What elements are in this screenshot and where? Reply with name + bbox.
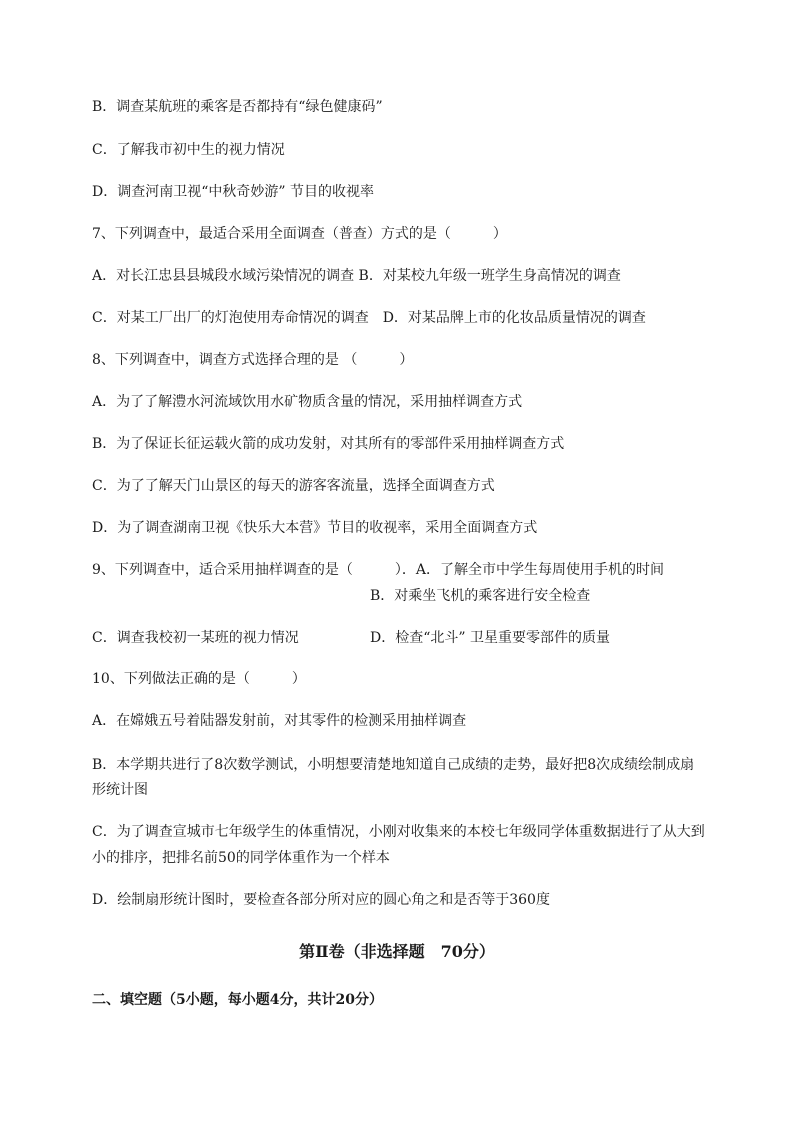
q10-option-d: D．绘制扇形统计图时，要检查各部分所对应的圆心角之和是否等于360度: [92, 892, 550, 908]
q6-option-b: B．调查某航班的乘客是否都持有“绿色健康码”: [92, 99, 383, 115]
q7-options-ab: A．对长江忠县县城段水域污染情况的调查 B．对某校九年级一班学生身高情况的调查: [92, 268, 621, 284]
q9-option-d: D．检查“北斗” 卫星重要零部件的质量: [370, 630, 610, 646]
q10-option-a: A．在嫦娥五号着陆器发射前，对其零件的检测采用抽样调查: [92, 713, 467, 729]
q8-option-a: A．为了了解澧水河流域饮用水矿物质含量的情况，采用抽样调查方式: [92, 394, 523, 410]
part-two-title: 第Ⅱ卷（非选择题 70分）: [299, 942, 495, 961]
q9-stem: 9、下列调查中，适合采用抽样调查的是（ ）．A．了解全市中学生每周使用手机的时间: [92, 562, 665, 578]
q10-option-c-line2: 小的排序，把排名前50的同学体重作为一个样本: [92, 850, 390, 866]
q6-option-d: D．调查河南卫视“中秋奇妙游” 节目的收视率: [92, 184, 374, 200]
q10-option-b-line2: 形统计图: [92, 782, 148, 798]
q9-option-b: B．对乘坐飞机的乘客进行安全检查: [370, 588, 591, 604]
fill-in-section-title: 二、填空题（5小题，每小题4分，共计20分）: [92, 992, 383, 1008]
q8-option-c: C．为了了解天门山景区的每天的游客客流量，选择全面调查方式: [92, 478, 495, 494]
q10-option-b-line1: B．本学期共进行了8次数学测试，小明想要清楚地知道自己成绩的走势，最好把8次成绩绘制成扇: [92, 757, 695, 773]
q8-option-b: B．为了保证长征运载火箭的成功发射，对其所有的零部件采用抽样调查方式: [92, 436, 565, 452]
q10-stem: 10、下列做法正确的是（ ）: [92, 671, 306, 687]
q8-stem: 8、下列调查中，调查方式选择合理的是 （ ）: [92, 352, 414, 368]
q8-option-d: D．为了调查湖南卫视《快乐大本营》节目的收视率，采用全面调查方式: [92, 520, 538, 536]
q7-stem: 7、下列调查中，最适合采用全面调查（普查）方式的是（ ）: [92, 226, 507, 242]
q7-options-cd: C．对某工厂出厂的灯泡使用寿命情况的调查 D．对某品牌上市的化妆品质量情况的调查: [92, 310, 646, 326]
q9-option-c: C．调查我校初一某班的视力情况: [92, 630, 299, 646]
q6-option-c: C．了解我市初中生的视力情况: [92, 142, 285, 158]
q10-option-c-line1: C．为了调查宣城市七年级学生的体重情况，小刚对收集来的本校七年级同学体重数据进行了从大到: [92, 824, 705, 840]
